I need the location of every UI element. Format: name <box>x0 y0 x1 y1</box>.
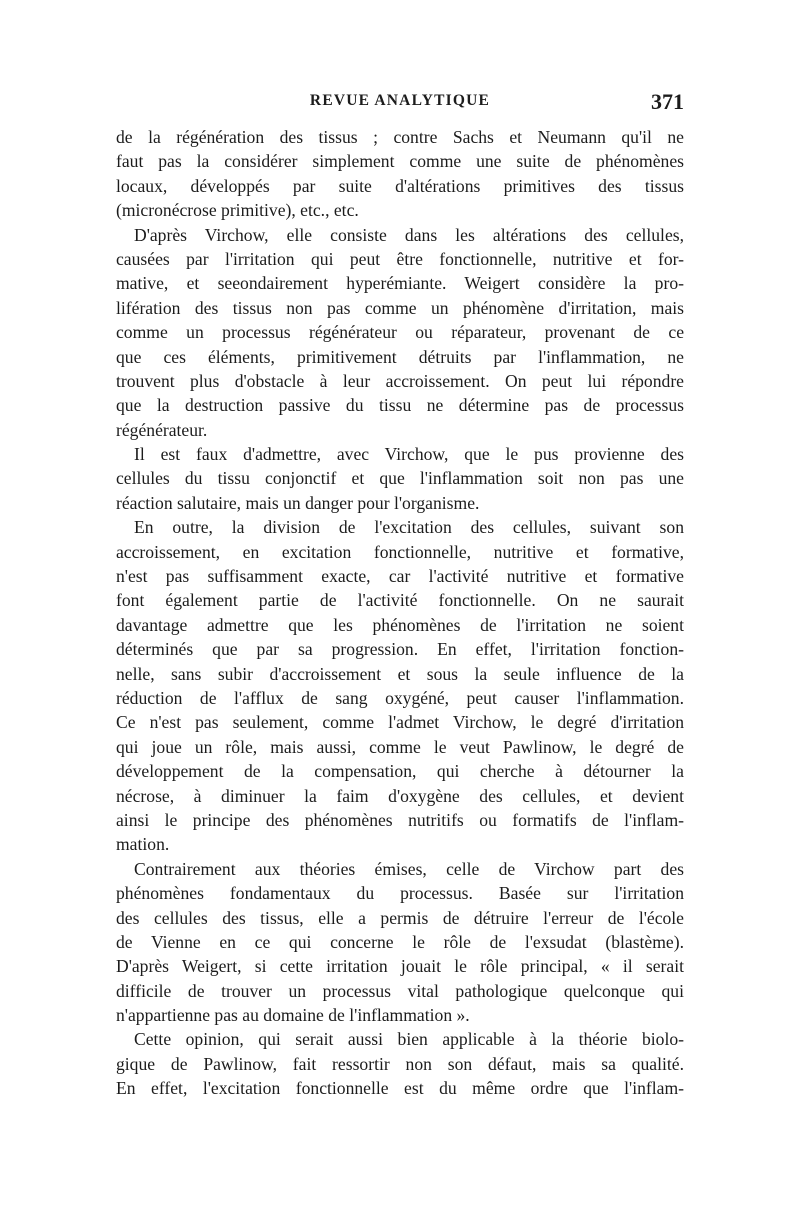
text-line: ainsi le principe des phénomènes nutritifs ou formatifs de l'inflam- <box>116 809 684 830</box>
page-number: 371 <box>651 89 684 114</box>
text-line: réaction salutaire, mais un danger pour l'organisme. <box>116 492 480 513</box>
text-line: mative, et seeondairement hyperémiante. Weigert considère la pro- <box>116 273 684 294</box>
text-line: n'appartienne pas au domaine de l'inflammation ». <box>116 1005 470 1026</box>
text-line: n'est pas suffisamment exacte, car l'activité nutritive et formative <box>116 566 684 587</box>
running-title: REVUE ANALYTIQUE <box>309 92 491 109</box>
text-line: développement de la compensation, qui cherche à détourner la <box>116 761 684 782</box>
text-line: difficile de trouver un processus vital pathologique quelconque qui <box>116 980 684 1001</box>
text-line: Cette opinion, qui serait aussi bien applicable à la théorie biolo- <box>134 1029 684 1050</box>
text-line: faut pas la considérer simplement comme une suite de phénomènes <box>116 151 684 172</box>
text-line: régénérateur. <box>116 419 208 440</box>
text-line: réduction de l'afflux de sang oxygéné, peut causer l'inflammation. <box>116 687 684 708</box>
text-line: accroissement, en excitation fonctionnelle, nutritive et formative, <box>116 541 684 562</box>
page-header <box>116 89 684 122</box>
text-line: En outre, la division de l'excitation des cellules, suivant son <box>134 517 684 538</box>
text-line: que ces éléments, primitivement détruits par l'inflammation, ne <box>116 346 684 367</box>
text-line: (micronécrose primitive), etc., etc. <box>116 200 359 221</box>
text-line: phénomènes fondamentaux du processus. Basée sur l'irritation <box>116 883 684 904</box>
text-line: D'après Virchow, elle consiste dans les altérations des cellules, <box>134 224 684 245</box>
text-line: gique de Pawlinow, fait ressortir non son défaut, mais sa qualité. <box>116 1053 684 1074</box>
text-line: que la destruction passive du tissu ne détermine pas de processus <box>116 395 684 416</box>
text-line: Il est faux d'admettre, avec Virchow, que le pus provienne des <box>134 444 684 465</box>
text-line: déterminés que par sa progression. En effet, l'irritation fonction- <box>116 639 684 660</box>
text-line: locaux, développés par suite d'altérations primitives des tissus <box>116 175 684 196</box>
text-line: des cellules des tissus, elle a permis de détruire l'erreur de l'école <box>116 907 684 928</box>
text-line: comme un processus régénérateur ou réparateur, provenant de ce <box>116 322 684 343</box>
text-line: Ce n'est pas seulement, comme l'admet Virchow, le degré d'irritation <box>116 712 684 733</box>
body-text <box>116 125 684 1101</box>
text-line: nelle, sans subir d'accroissement et sous la seule influence de la <box>116 663 684 684</box>
text-line: davantage admettre que les phénomènes de l'irritation ne soient <box>116 614 684 635</box>
text-line: En effet, l'excitation fonctionnelle est du même ordre que l'inflam- <box>116 1078 684 1099</box>
text-line: font également partie de l'activité fonctionnelle. On ne saurait <box>116 590 684 611</box>
text-line: causées par l'irritation qui peut être fonctionnelle, nutritive et for- <box>116 248 684 269</box>
text-line: cellules du tissu conjonctif et que l'inflammation soit non pas une <box>116 468 684 489</box>
text-line: Contrairement aux théories émises, celle de Virchow part des <box>134 858 684 879</box>
text-line: qui joue un rôle, mais aussi, comme le veut Pawlinow, le degré de <box>116 736 684 757</box>
text-line: nécrose, à diminuer la faim d'oxygène des cellules, et devient <box>116 785 684 806</box>
text-line: D'après Weigert, si cette irritation jouait le rôle principal, « il serait <box>116 956 684 977</box>
text-line: lifération des tissus non pas comme un phénomène d'irritation, mais <box>116 297 684 318</box>
text-line: de la régénération des tissus ; contre Sachs et Neumann qu'il ne <box>116 127 684 147</box>
text-line: mation. <box>116 834 170 855</box>
text-line: trouvent plus d'obstacle à leur accroissement. On peut lui répondre <box>116 370 684 391</box>
text-line: de Vienne en ce qui concerne le rôle de l'exsudat (blastème). <box>116 931 684 952</box>
